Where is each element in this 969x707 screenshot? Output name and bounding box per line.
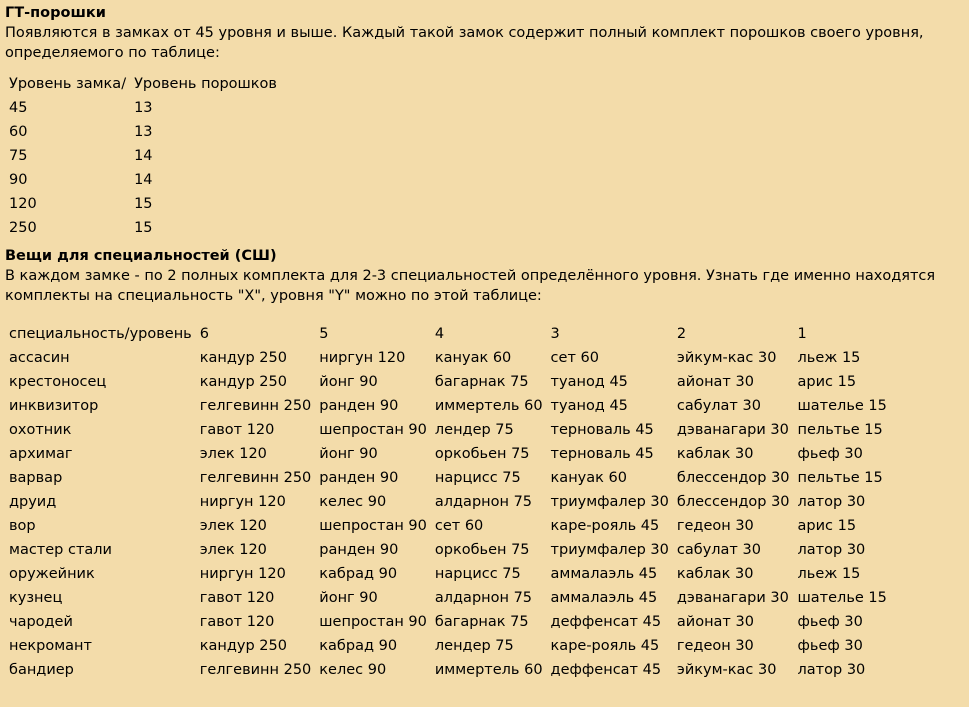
table-cell: дэванагари 30 bbox=[676, 422, 789, 438]
table-cell: оружейник bbox=[9, 566, 95, 582]
table-cell: кандур 250 bbox=[199, 374, 287, 390]
powder-header-row bbox=[5, 72, 281, 96]
table-cell: мастер стали bbox=[9, 542, 112, 558]
table-cell: 45 bbox=[9, 100, 28, 116]
table-cell: блессендор 30 bbox=[676, 470, 790, 486]
table-cell: латор 30 bbox=[797, 662, 866, 678]
table-cell: ранден 90 bbox=[319, 542, 399, 558]
table-cell: элек 120 bbox=[199, 446, 267, 462]
table-cell: каре-рояль 45 bbox=[550, 518, 660, 534]
specialty-header-cell: 1 bbox=[797, 326, 807, 342]
table-cell: терноваль 45 bbox=[550, 422, 654, 438]
table-cell: йонг 90 bbox=[319, 590, 378, 606]
table-cell: алдарнон 75 bbox=[434, 494, 533, 510]
table-row bbox=[5, 658, 891, 682]
table-cell: 15 bbox=[134, 220, 153, 236]
table-row bbox=[5, 192, 281, 216]
specialty-header-cell: 5 bbox=[319, 326, 329, 342]
table-cell: 14 bbox=[134, 172, 153, 188]
table-cell: деффенсат 45 bbox=[550, 614, 662, 630]
table-cell: 90 bbox=[9, 172, 28, 188]
table-row bbox=[5, 562, 891, 586]
table-cell: гавот 120 bbox=[199, 590, 275, 606]
table-row bbox=[5, 144, 281, 168]
specialty-header-cell: 2 bbox=[676, 326, 687, 342]
table-cell: терноваль 45 bbox=[550, 446, 654, 462]
table-cell: ниргун 120 bbox=[199, 494, 286, 510]
table-cell: кабрад 90 bbox=[319, 566, 398, 582]
table-cell: элек 120 bbox=[199, 542, 267, 558]
table-cell: ранден 90 bbox=[319, 398, 399, 414]
section-description-specialty-items: В каждом замке - по 2 полных комплекта для 2-3 специальностей определённого уровня. Узнать где именно находятся комплекты на специальность "X", уровня "Y" можно по этой таблице: bbox=[5, 268, 936, 304]
table-cell: 15 bbox=[134, 196, 153, 212]
table-cell: кануак 60 bbox=[550, 470, 627, 486]
powder-header-cell: Уровень замка/ bbox=[9, 76, 127, 92]
specialty-header-cell: 6 bbox=[199, 326, 209, 342]
table-cell: каблак 30 bbox=[676, 446, 754, 462]
table-cell: эйкум-кас 30 bbox=[676, 662, 777, 678]
table-row bbox=[5, 490, 891, 514]
table-cell: ниргун 120 bbox=[199, 566, 286, 582]
table-cell: гавот 120 bbox=[199, 422, 275, 438]
table-cell: туанод 45 bbox=[550, 398, 628, 414]
table-row bbox=[5, 394, 891, 418]
table-cell: фьеф 30 bbox=[797, 446, 863, 462]
table-cell: льеж 15 bbox=[797, 350, 861, 366]
table-cell: алдарнон 75 bbox=[434, 590, 533, 606]
table-cell: инквизитор bbox=[9, 398, 99, 414]
table-row bbox=[5, 168, 281, 192]
table-cell: нарцисс 75 bbox=[434, 470, 521, 486]
table-cell: ассасин bbox=[9, 350, 70, 366]
table-cell: гелгевинн 250 bbox=[199, 662, 312, 678]
table-cell: каре-рояль 45 bbox=[550, 638, 660, 654]
table-cell: шепростан 90 bbox=[319, 422, 427, 438]
table-cell: триумфалер 30 bbox=[550, 494, 669, 510]
table-cell: гедеон 30 bbox=[676, 518, 754, 534]
table-cell: кандур 250 bbox=[199, 638, 287, 654]
table-cell: иммертель 60 bbox=[434, 398, 543, 414]
table-cell: 14 bbox=[134, 148, 153, 164]
table-cell: 75 bbox=[9, 148, 28, 164]
table-cell: гедеон 30 bbox=[676, 638, 754, 654]
table-cell: фьеф 30 bbox=[797, 638, 863, 654]
table-cell: 13 bbox=[134, 100, 153, 116]
table-cell: шепростан 90 bbox=[319, 614, 427, 630]
table-row bbox=[5, 634, 891, 658]
table-cell: оркобьен 75 bbox=[434, 542, 530, 558]
table-row bbox=[5, 216, 281, 240]
table-cell: триумфалер 30 bbox=[550, 542, 669, 558]
table-cell: сабулат 30 bbox=[676, 398, 761, 414]
table-row bbox=[5, 442, 891, 466]
table-cell: архимаг bbox=[9, 446, 73, 462]
table-cell: оркобьен 75 bbox=[434, 446, 530, 462]
table-cell: сет 60 bbox=[550, 350, 599, 366]
table-cell: шателье 15 bbox=[797, 398, 887, 414]
table-cell: каблак 30 bbox=[676, 566, 754, 582]
table-cell: пельтье 15 bbox=[797, 422, 883, 438]
table-cell: 60 bbox=[9, 124, 28, 140]
table-cell: йонг 90 bbox=[319, 374, 378, 390]
table-cell: дэванагари 30 bbox=[676, 590, 789, 606]
table-cell: деффенсат 45 bbox=[550, 662, 662, 678]
table-cell: вор bbox=[9, 518, 36, 534]
table-cell: друид bbox=[9, 494, 57, 510]
table-row bbox=[5, 538, 891, 562]
table-cell: 120 bbox=[9, 196, 37, 212]
table-cell: гавот 120 bbox=[199, 614, 275, 630]
table-cell: эйкум-кас 30 bbox=[676, 350, 777, 366]
table-row bbox=[5, 610, 891, 634]
table-cell: туанод 45 bbox=[550, 374, 628, 390]
table-row bbox=[5, 120, 281, 144]
table-cell: аммалаэль 45 bbox=[550, 566, 658, 582]
table-row bbox=[5, 514, 891, 538]
specialty-header-row bbox=[5, 322, 891, 346]
table-cell: варвар bbox=[9, 470, 63, 486]
table-cell: нарцисс 75 bbox=[434, 566, 521, 582]
table-cell: иммертель 60 bbox=[434, 662, 543, 678]
table-cell: лендер 75 bbox=[434, 422, 514, 438]
table-cell: элек 120 bbox=[199, 518, 267, 534]
table-cell: 250 bbox=[9, 220, 37, 236]
table-cell: шателье 15 bbox=[797, 590, 887, 606]
table-row bbox=[5, 466, 891, 490]
table-cell: латор 30 bbox=[797, 542, 866, 558]
table-row bbox=[5, 346, 891, 370]
table-cell: кабрад 90 bbox=[319, 638, 398, 654]
section-description-gt-powders: Появляются в замках от 45 уровня и выше. Каждый такой замок содержит полный комплект порошков своего уровня, определяемого по таблице: bbox=[5, 25, 924, 61]
specialty-items-table bbox=[5, 322, 891, 682]
table-cell: блессендор 30 bbox=[676, 494, 790, 510]
table-cell: лендер 75 bbox=[434, 638, 514, 654]
table-cell: айонат 30 bbox=[676, 374, 754, 390]
specialty-header-cell: специальность/уровень bbox=[9, 326, 192, 342]
table-cell: фьеф 30 bbox=[797, 614, 863, 630]
table-cell: шепростан 90 bbox=[319, 518, 427, 534]
table-cell: кузнец bbox=[9, 590, 63, 606]
table-row bbox=[5, 96, 281, 120]
table-cell: бандиер bbox=[9, 662, 74, 678]
table-row bbox=[5, 418, 891, 442]
table-cell: келес 90 bbox=[319, 494, 387, 510]
table-cell: келес 90 bbox=[319, 662, 387, 678]
table-cell: пельтье 15 bbox=[797, 470, 883, 486]
table-cell: ниргун 120 bbox=[319, 350, 406, 366]
specialty-header-cell: 4 bbox=[434, 326, 445, 342]
castle-powder-table bbox=[5, 72, 281, 240]
specialty-header-cell: 3 bbox=[550, 326, 560, 342]
powder-header-cell: Уровень порошков bbox=[134, 76, 277, 92]
table-cell: охотник bbox=[9, 422, 72, 438]
table-cell: багарнак 75 bbox=[434, 614, 529, 630]
section-title-specialty-items: Вещи для специальностей (СШ) bbox=[5, 248, 277, 264]
table-cell: льеж 15 bbox=[797, 566, 861, 582]
table-row bbox=[5, 370, 891, 394]
table-cell: сет 60 bbox=[434, 518, 484, 534]
table-cell: гелгевинн 250 bbox=[199, 398, 312, 414]
table-cell: йонг 90 bbox=[319, 446, 378, 462]
table-cell: латор 30 bbox=[797, 494, 866, 510]
table-cell: некромант bbox=[9, 638, 92, 654]
table-cell: ранден 90 bbox=[319, 470, 399, 486]
table-cell: 13 bbox=[134, 124, 153, 140]
table-cell: арис 15 bbox=[797, 518, 857, 534]
table-row bbox=[5, 586, 891, 610]
table-cell: крестоносец bbox=[9, 374, 107, 390]
table-cell: арис 15 bbox=[797, 374, 857, 390]
table-cell: сабулат 30 bbox=[676, 542, 761, 558]
table-cell: кануак 60 bbox=[434, 350, 512, 366]
table-cell: айонат 30 bbox=[676, 614, 754, 630]
table-cell: багарнак 75 bbox=[434, 374, 529, 390]
table-cell: гелгевинн 250 bbox=[199, 470, 312, 486]
section-title-gt-powders: ГТ-порошки bbox=[5, 5, 106, 21]
table-cell: аммалаэль 45 bbox=[550, 590, 658, 606]
table-cell: чародей bbox=[9, 614, 73, 630]
table-cell: кандур 250 bbox=[199, 350, 287, 366]
